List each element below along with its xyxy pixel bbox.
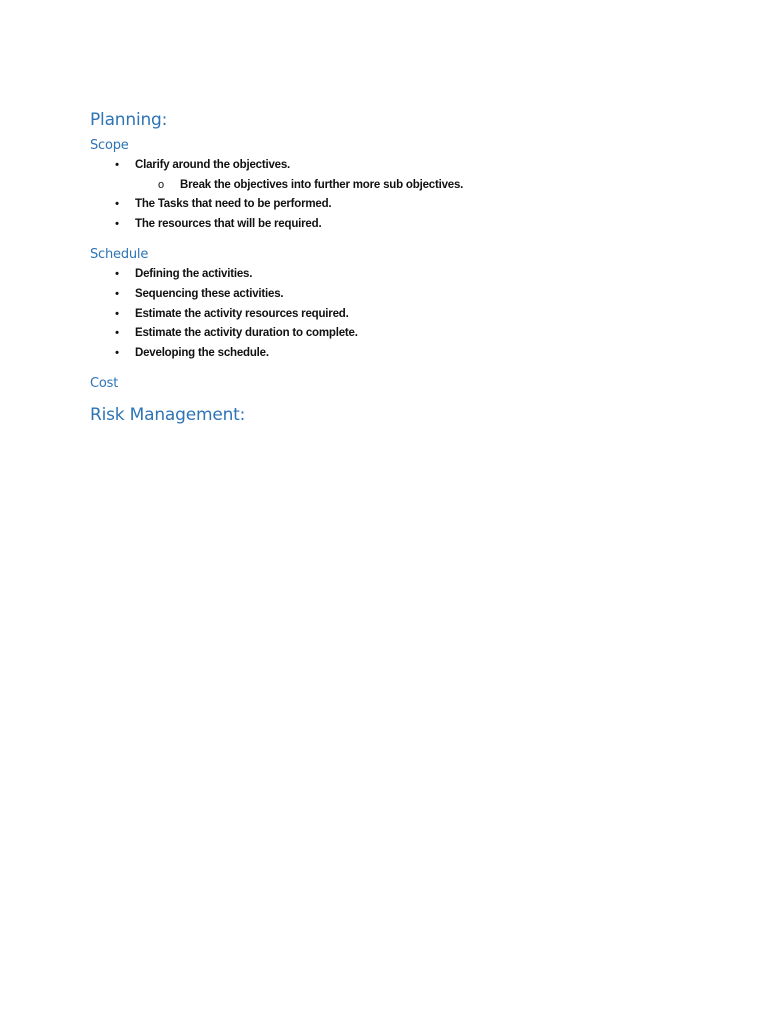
list-item-text: Estimate the activity resources required. [135, 307, 349, 320]
bullet-icon: • [115, 217, 119, 230]
list-item-text: The resources that will be required. [135, 217, 322, 230]
bullet-icon: • [115, 287, 119, 300]
list-item-text: Estimate the activity duration to complete. [135, 327, 358, 340]
document-content [90, 108, 690, 427]
list-item [90, 215, 690, 235]
list-item [90, 324, 690, 344]
list-item [90, 344, 690, 364]
scope-list [90, 156, 690, 234]
subheading-scope: Scope [90, 138, 129, 153]
bullet-icon: • [115, 346, 119, 359]
subheading-cost: Cost [90, 376, 119, 392]
bullet-icon: • [115, 268, 119, 281]
schedule-list [90, 265, 690, 363]
list-item [90, 156, 690, 176]
bullet-icon: • [115, 159, 119, 171]
heading-planning: Planning: [90, 110, 168, 130]
list-item-text: Defining the activities. [135, 268, 253, 281]
list-item-text: Sequencing these activities. [135, 287, 284, 300]
bullet-icon: • [115, 307, 119, 320]
list-item-text: Break the objectives into further more sub objectives. [180, 178, 464, 191]
list-item [90, 265, 690, 285]
list-item [90, 285, 690, 305]
list-item-text: The Tasks that need to be performed. [135, 198, 332, 211]
list-item-text: Clarify around the objectives. [135, 159, 291, 171]
sub-bullet-icon: o [158, 178, 164, 191]
list-item [90, 305, 690, 325]
bullet-icon: • [115, 198, 119, 211]
list-item-text: Developing the schedule. [135, 346, 269, 359]
sub-list-item [90, 176, 690, 196]
subheading-schedule: Schedule [90, 247, 149, 263]
heading-risk-management: Risk Management: [90, 405, 246, 426]
bullet-icon: • [115, 327, 119, 340]
list-item [90, 195, 690, 215]
